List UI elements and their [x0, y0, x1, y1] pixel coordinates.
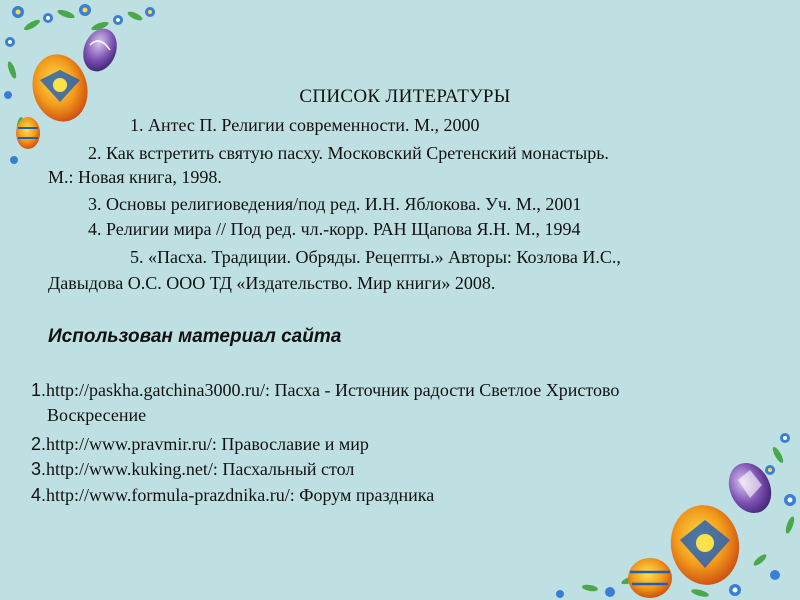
egg-purple-icon: [77, 24, 122, 76]
list-number: 3.: [31, 459, 47, 479]
site-list-item: [31, 459, 354, 480]
reference-item-continuation: М.: Новая книга, 1998.: [48, 167, 222, 187]
page-title: СПИСОК ЛИТЕРАТУРЫ: [299, 86, 511, 107]
list-number: 4.: [31, 485, 47, 505]
leaf-icon: [582, 446, 796, 599]
reference-item-continuation: Давыдова О.С. ООО ТД «Издательство. Мир книги» 2008.: [48, 273, 496, 293]
leaf-icon: [6, 8, 143, 133]
site-link[interactable]: http://www.kuking.net/: Пасхальный стол: [46, 459, 355, 479]
site-list-item: [31, 380, 619, 401]
egg-orange-icon: [665, 500, 746, 591]
reference-item: 3. Основы религиоведения/под ред. И.Н. Яблокова. Уч. М., 2001: [88, 194, 582, 214]
list-number: 2.: [31, 434, 47, 454]
site-link[interactable]: http://paskha.gatchina3000.ru/: Пасха - Источник радости Светлое Христово: [46, 380, 620, 400]
flower-icon: [4, 4, 155, 164]
reference-item: 2. Как встретить святую пасху. Московский Сретенский монастырь.: [88, 143, 609, 163]
sites-heading: Использован материал сайта: [48, 326, 342, 347]
flower-icon: [556, 433, 796, 598]
reference-item: 4. Религии мира // Под ред. чл.-корр. РАН Щапова Я.Н. М., 1994: [88, 219, 581, 239]
egg-purple-icon: [721, 456, 779, 520]
site-list-item-continuation: Воскресение: [47, 405, 147, 425]
egg-small-icon: [628, 558, 672, 598]
egg-small-icon: [16, 117, 40, 149]
site-link[interactable]: http://www.formula-prazdnika.ru/: Форум праздника: [46, 485, 435, 505]
list-number: 1.: [31, 380, 47, 400]
site-list-item: [31, 434, 369, 455]
site-link[interactable]: http://www.pravmir.ru/: Православие и мир: [46, 434, 369, 454]
site-list-item: [31, 485, 434, 506]
reference-item: 5. «Пасха. Традиции. Обряды. Рецепты.» Авторы: Козлова И.С.,: [130, 247, 621, 267]
reference-item: 1. Антес П. Религии современности. М., 2000: [130, 115, 480, 135]
